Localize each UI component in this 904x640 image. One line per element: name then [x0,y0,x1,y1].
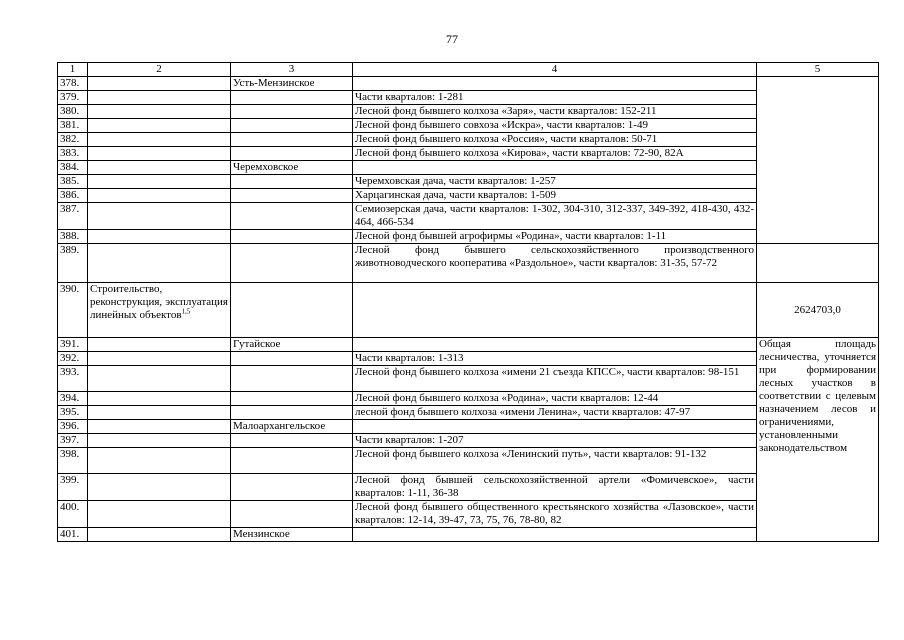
column-header: 4 [353,63,757,77]
row-number: 383. [58,147,88,161]
table-row [58,474,879,501]
row-number: 389. [58,244,88,283]
table-row [58,203,879,230]
table-row [58,434,879,448]
description-cell: Лесной фонд бывшей агрофирмы «Родина», части кварталов: 1-11 [353,230,757,244]
description-cell [353,77,757,91]
row-number: 397. [58,434,88,448]
row-number: 399. [58,474,88,501]
purpose-cell [88,283,231,338]
table-row [58,528,879,542]
row-number: 379. [58,91,88,105]
description-cell: Части кварталов: 1-281 [353,91,757,105]
table-row [58,244,879,283]
row-number: 392. [58,352,88,366]
row-number: 390. [58,283,88,338]
row-number: 388. [58,230,88,244]
district-cell: Усть-Мензинское [231,77,353,91]
description-cell: Лесной фонд бывшего общественного крестьянского хозяйства «Лазовское», части кварталов: 12-14, 39-47, 73, 75, 76, 78-80, 82 [353,501,757,528]
column-header: 2 [88,63,231,77]
column-header: 5 [757,63,879,77]
description-cell: Лесной фонд бывшего совхоза «Искра», части кварталов: 1-49 [353,119,757,133]
description-cell: лесной фонд бывшего колхоза «имени Ленина», части кварталов: 47-97 [353,406,757,420]
table-row [58,189,879,203]
area-note: Общая площадь лесничества, уточняется при формировании лесных участков в соответствии с целевым назначением лесов и ограничениями, установленными законодательством [757,338,879,542]
table-row [58,448,879,474]
table-row [58,501,879,528]
description-cell: Лесной фонд бывшего сельскохозяйственного производственного животноводческого кооператива «Раздольное», части кварталов: 31-35, 57-72 [353,244,757,283]
footnote-marker: 1,5 [181,307,191,316]
purpose-text: Строительство, реконструкция, эксплуатация линейных объектов [90,283,228,321]
description-cell: Лесной фонд бывшего колхоза «имени 21 съезда КПСС», части кварталов: 98-151 [353,366,757,392]
description-cell: Лесной фонд бывшего колхоза «Россия», части кварталов: 50-71 [353,133,757,147]
row-number: 395. [58,406,88,420]
table-row [58,420,879,434]
row-number: 400. [58,501,88,528]
table-row [58,133,879,147]
row-number: 381. [58,119,88,133]
purpose-cell [88,77,231,91]
table-row [58,406,879,420]
row-number: 380. [58,105,88,119]
row-number: 384. [58,161,88,175]
district-cell: Гутайское [231,338,353,352]
table-header-row [58,63,879,77]
row-number: 396. [58,420,88,434]
district-cell: Черемховское [231,161,353,175]
area-value: 2624703,0 [757,283,879,338]
row-number: 394. [58,392,88,406]
description-cell: Лесной фонд бывшего колхоза «Ленинский путь», части кварталов: 91-132 [353,448,757,474]
table-row [58,392,879,406]
forest-district-table [57,62,879,542]
column-header: 3 [231,63,353,77]
table-row [58,147,879,161]
row-number: 378. [58,77,88,91]
table-row [58,230,879,244]
row-number: 393. [58,366,88,392]
row-number: 387. [58,203,88,230]
description-cell: Лесной фонд бывшей сельскохозяйственной артели «Фомичевское», части кварталов: 1-11, 36-38 [353,474,757,501]
description-cell: Лесной фонд бывшего колхоза «Родина», части кварталов: 12-44 [353,392,757,406]
row-number: 382. [58,133,88,147]
row-number: 391. [58,338,88,352]
description-cell: Черемховская дача, части кварталов: 1-257 [353,175,757,189]
table-row [58,105,879,119]
description-cell: Лесной фонд бывшего колхоза «Кирова», части кварталов: 72-90, 82А [353,147,757,161]
table-row [58,366,879,392]
table-row [58,91,879,105]
description-cell: Лесной фонд бывшего колхоза «Заря», части кварталов: 152-211 [353,105,757,119]
table-row [58,352,879,366]
description-cell: Харцагинская дача, части кварталов: 1-509 [353,189,757,203]
table-row [58,175,879,189]
description-cell: Семиозерская дача, части кварталов: 1-302, 304-310, 312-337, 349-392, 418-430, 432-464, 466-534 [353,203,757,230]
district-cell: Мензинское [231,528,353,542]
description-cell: Части кварталов: 1-207 [353,434,757,448]
table-row [58,338,879,352]
column-header: 1 [58,63,88,77]
row-number: 385. [58,175,88,189]
table-row [58,77,879,91]
description-cell: Части кварталов: 1-313 [353,352,757,366]
page-number: 77 [446,32,458,46]
row-number: 398. [58,448,88,474]
area-cell [757,77,879,244]
table-row [58,119,879,133]
row-number: 401. [58,528,88,542]
district-cell: Малоархангельское [231,420,353,434]
table-row [58,161,879,175]
row-number: 386. [58,189,88,203]
table-row [58,283,879,338]
